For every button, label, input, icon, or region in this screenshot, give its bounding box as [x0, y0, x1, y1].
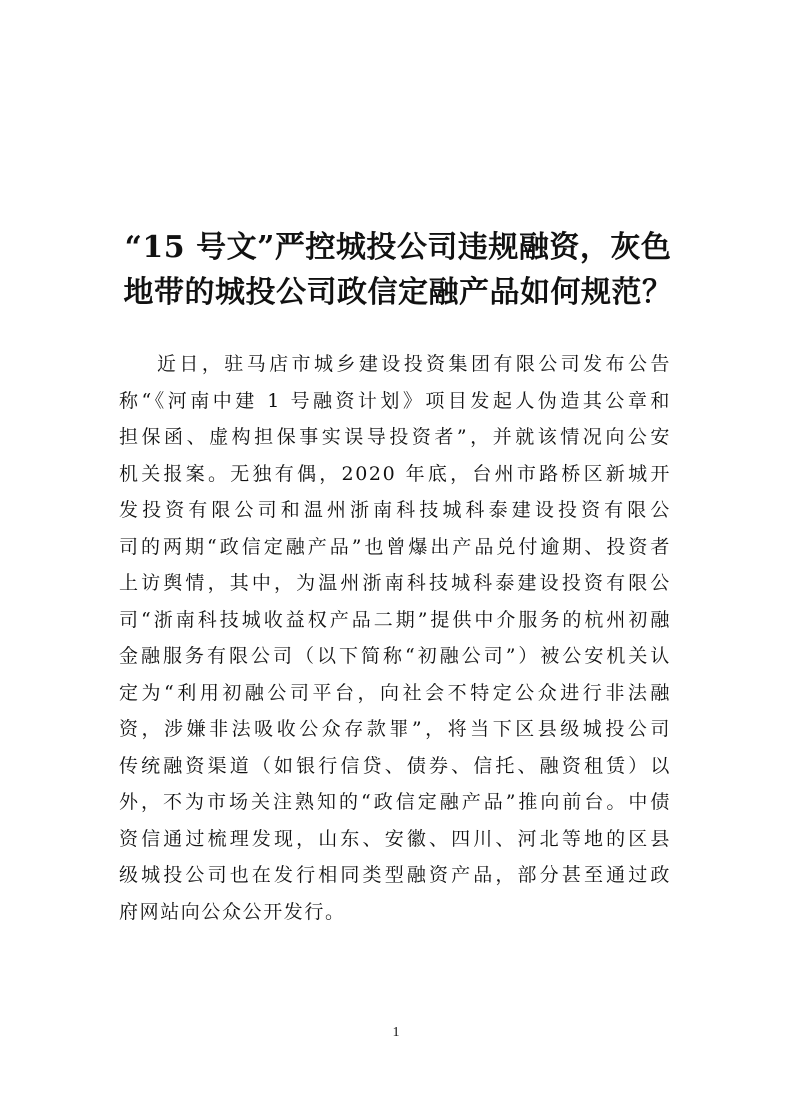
paragraph-line: 级城投公司也在发行相同类型融资产品，部分甚至通过政: [119, 864, 671, 886]
paragraph-line: 资，涉嫌非法吸收公众存款罪”，将当下区县级城投公司: [119, 718, 671, 740]
paragraph-line: 近日，驻马店市城乡建设投资集团有限公司发布公告: [157, 353, 671, 375]
document-title: [118, 225, 678, 315]
paragraph-line: 定为“利用初融公司平台，向社会不特定公众进行非法融: [119, 681, 671, 704]
paragraph-line: 上访舆情，其中，为温州浙南科技城科泰建设投资有限公: [119, 572, 671, 594]
paragraph-line: 担保函、虚构担保事实误导投资者”，并就该情况向公安: [119, 426, 671, 448]
title-line-2: 地带的城投公司政信定融产品如何规范？: [123, 275, 673, 310]
title-line-1: “15 号文”严控城投公司违规融资，灰色: [124, 230, 672, 265]
paragraph-line: 机关报案。无独有偶，2020 年底，台州市路桥区新城开: [119, 462, 671, 485]
paragraph-line: 金融服务有限公司（以下简称“初融公司”）被公安机关认: [119, 645, 671, 667]
paragraph-line: 称“《河南中建 1 号融资计划》项目发起人伪造其公章和: [119, 389, 671, 412]
document-body: [119, 346, 671, 930]
paragraph-line: 资信通过梳理发现，山东、安徽、四川、河北等地的区县: [119, 827, 671, 850]
page-number: 1: [392, 1025, 400, 1040]
paragraph-line: 府网站向公众公开发行。: [119, 900, 346, 923]
paragraph-line: 发投资有限公司和温州浙南科技城科泰建设投资有限公: [119, 499, 671, 521]
paragraph-line: 外，不为市场关注熟知的“政信定融产品”推向前台。中债: [119, 791, 671, 813]
body-paragraph: [119, 346, 671, 930]
paragraph-line: 传统融资渠道（如银行信贷、债券、信托、融资租赁）以: [119, 754, 671, 777]
paragraph-line: 司的两期“政信定融产品”也曾爆出产品兑付逾期、投资者: [119, 535, 671, 558]
paragraph-line: 司“浙南科技城收益权产品二期”提供中介服务的杭州初融: [119, 608, 671, 631]
